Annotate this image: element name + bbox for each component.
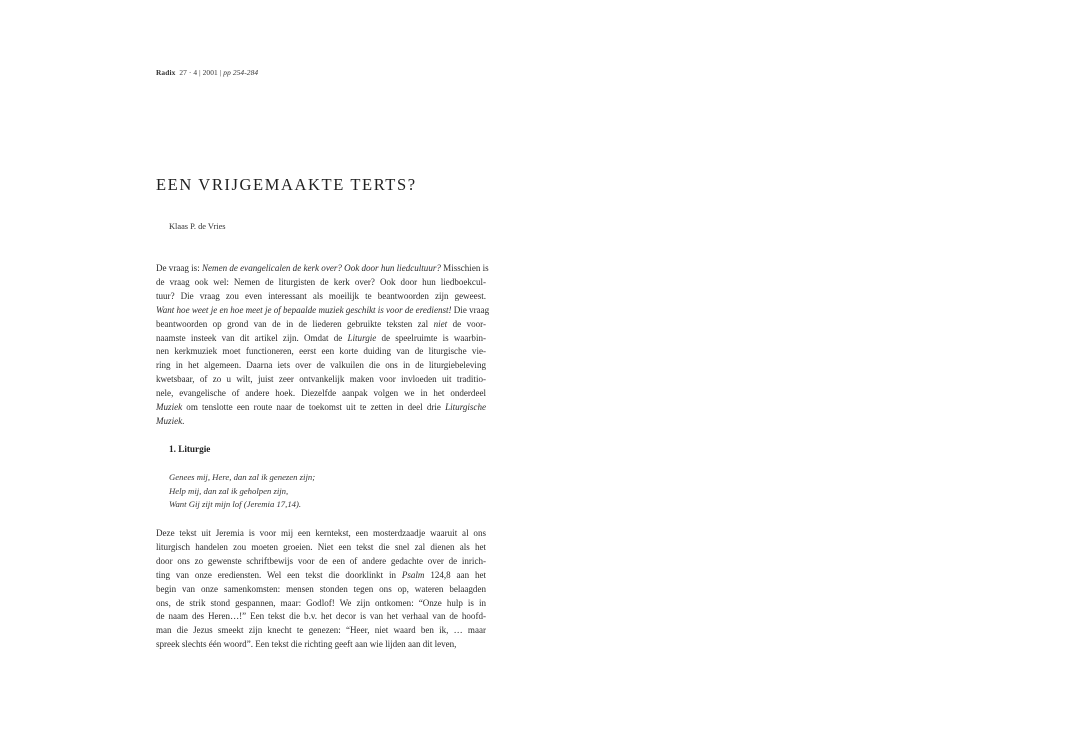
article-title: EEN VRIJGEMAAKTE TERTS?: [156, 175, 417, 194]
body-line: ting van onze erediensten. Wel een tekst die doorklinkt in Psalm 124,8 aan het: [156, 569, 487, 580]
intro-line: kwetsbaar, of zo u wilt, juist zeer ontvankelijk maken voor invloeden uit traditio-: [156, 374, 486, 385]
intro-line: nen kerkmuziek moet functioneren, eerst een korte duiding van de liturgische vie-: [156, 346, 486, 357]
intro-line: beantwoorden op grond van de in de liederen gebruikte teksten zal niet de voor-: [156, 318, 486, 329]
body-line: man die Jezus smeekt zijn knecht te genezen: “Heer, niet waard ben ik, … maar: [156, 625, 486, 636]
intro-line: De vraag is: Nemen de evangelicalen de kerk over? Ook door hun liedcultuur? Misschien is: [156, 263, 489, 273]
scripture-quote: [169, 471, 315, 512]
body-line: Deze tekst uit Jeremia is voor mij een kerntekst, een mosterdzaadje waaruit al ons: [156, 528, 486, 538]
intro-paragraph: [156, 262, 490, 429]
body-line: liturgisch handelen zou moeten groeien. Niet een tekst die snel zal dienen als het: [156, 541, 486, 552]
issue-info: 27 · 4 | 2001 |: [179, 68, 224, 77]
intro-line: tuur? Die vraag zou even interessant als moeilijk te beantwoorden zijn geweest.: [156, 290, 486, 301]
running-head: [156, 68, 258, 77]
intro-line: Want hoe weet je en hoe meet je of bepaalde muziek geschikt is voor de eredienst! Die vraag: [156, 304, 490, 315]
intro-line: ring in het algemeen. Daarna iets over de valkuilen die ons in de liturgiebeleving: [156, 360, 486, 371]
intro-line: naamste insteek van dit artikel zijn. Omdat de Liturgie de speelruimte is waarbin-: [156, 332, 486, 343]
body-paragraph: [156, 527, 486, 652]
body-line: de naam des Heren…!” Een tekst die b.v. het decor is van het verhaal van de hoofd-: [156, 611, 486, 622]
intro-line: de vraag ook wel: Nemen de liturgisten de kerk over? Ook door hun liedboekcul-: [156, 276, 486, 287]
verse-line: Want Gij zijt mijn lof (Jeremia 17,14).: [169, 499, 302, 510]
body-line: spreek slechts één woord”. Een tekst die richting geeft aan wie lijden aan dit leven,: [156, 639, 457, 650]
journal-name: Radix: [156, 68, 176, 77]
page-range: pp 254-284: [223, 68, 259, 77]
intro-line: Muziek.: [156, 415, 185, 426]
body-line: door ons zo gewenste schriftbewijs voor de een of andere gedachte over de inrich-: [156, 555, 486, 566]
intro-line: nele, evangelische of andere hoek. Diezelfde aanpak volgen we in het onderdeel: [156, 388, 486, 399]
verse-line: Genees mij, Here, dan zal ik genezen zijn;: [169, 472, 316, 482]
section-heading: 1. Liturgie: [169, 444, 211, 454]
author-name: Klaas P. de Vries: [169, 222, 226, 231]
body-line: ons, de strik stond gespannen, maar: Godlof! We zijn ontkomen: “Onze hulp is in: [156, 597, 486, 608]
intro-line: Muziek om tenslotte een route naar de toekomst uit te zetten in deel drie Liturgische: [156, 402, 486, 413]
verse-line: Help mij, dan zal ik geholpen zijn,: [169, 485, 289, 496]
body-line: begin van onze samenkomsten: mensen stonden tegen ons op, wateren belaagden: [156, 583, 486, 594]
